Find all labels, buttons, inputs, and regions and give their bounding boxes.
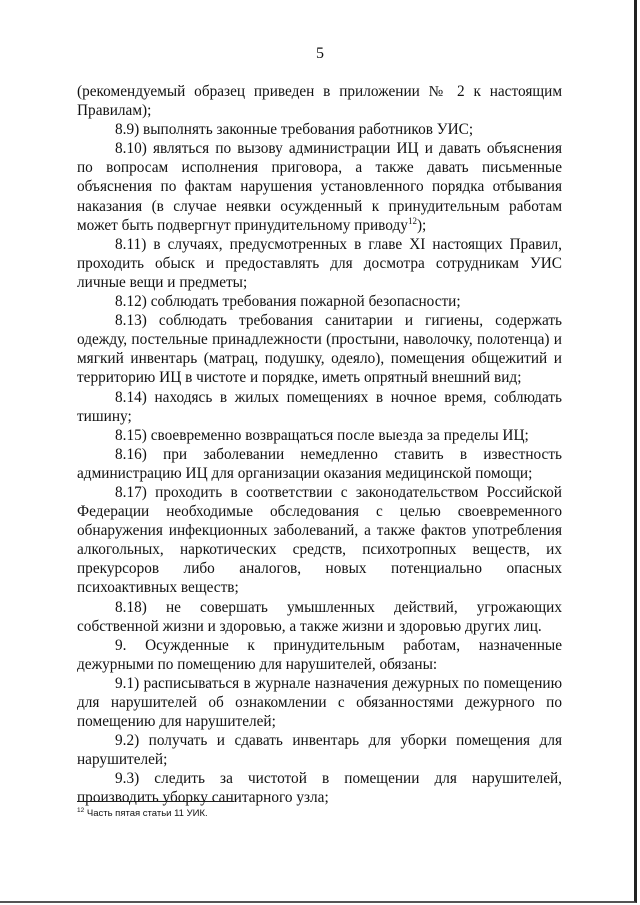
paragraph-8-14: 8.14) находясь в жилых помещениях в ночное время, соблюдать тишину; <box>77 388 562 425</box>
footnote-reference: 12 <box>407 215 417 226</box>
paragraph-8-17: 8.17) проходить в соответствии с законодательством Российской Федерации необходимые обследования с целью своевременного обнаружения инфекционных заболеваний, а также фактов употребления алкогольных, наркотических средств, психотропных веществ, их прекурсоров либо аналогов, новых потенциально опасных психоактивных веществ; <box>77 483 562 597</box>
footnote <box>77 808 208 819</box>
paragraph-8-9: 8.9) выполнять законные требования работников УИС; <box>115 121 474 139</box>
paragraph-8-10-tail: ); <box>416 216 427 234</box>
paragraph-9-1: 9.1) расписываться в журнале назначения дежурных по помещению для нарушителей об ознакомлении с обязанностями дежурного по помещению для нарушителей; <box>77 674 562 731</box>
paragraph-8-12: 8.12) соблюдать требования пожарной безопасности; <box>115 293 461 311</box>
paragraph-8-15: 8.15) своевременно возвращаться после выезда за пределы ИЦ; <box>115 426 529 444</box>
paragraph-8-10-text: 8.10) являться по вызову администрации ИЦ и давать объяснения по вопросам исполнения приговора, а также давать письменные объяснения по фактам нарушения установленного порядка отбывания наказания (в случае неявки осужденный к принудительным работам может быть подвергнут принудительному приводу <box>77 140 562 234</box>
paragraph-8-16: 8.16) при заболевании немедленно ставить в известность администрацию ИЦ для организации оказания медицинской помощи; <box>77 445 562 482</box>
paragraph-9: 9. Осужденные к принудительным работам, назначенные дежурными по помещению для нарушителей, обязаны: <box>77 636 562 673</box>
page-number: 5 <box>316 45 324 62</box>
footnote-divider <box>77 801 234 802</box>
paragraph-8-11: 8.11) в случаях, предусмотренных в главе XI настоящих Правил, проходить обыск и предоставлять для досмотра сотрудникам УИС личные вещи и предметы; <box>77 235 562 291</box>
document-body <box>77 82 562 808</box>
paragraph-continued: (рекомендуемый образец приведен в приложении № 2 к настоящим Правилам); <box>77 83 562 120</box>
footnote-text: Часть пятая статьи 11 УИК. <box>84 808 208 819</box>
paragraph-9-3: 9.3) следить за чистотой в помещении для нарушителей, производить уборку санитарного узла; <box>77 770 562 807</box>
footnote-marker: 12 <box>77 806 85 814</box>
paragraph-8-18: 8.18) не совершать умышленных действий, угрожающих собственной жизни и здоровью, а также жизни и здоровью других лиц. <box>77 598 562 635</box>
paragraph-8-10 <box>77 139 562 234</box>
paragraph-8-13: 8.13) соблюдать требования санитарии и гигиены, содержать одежду, постельные принадлежности (простыни, наволочку, полотенца) и мягкий инвентарь (матрац, подушку, одеяло), помещения общежитий и территорию ИЦ в чистоте и порядке, иметь опрятный внешний вид; <box>77 312 562 387</box>
paragraph-9-2: 9.2) получать и сдавать инвентарь для уборки помещения для нарушителей; <box>77 732 562 769</box>
